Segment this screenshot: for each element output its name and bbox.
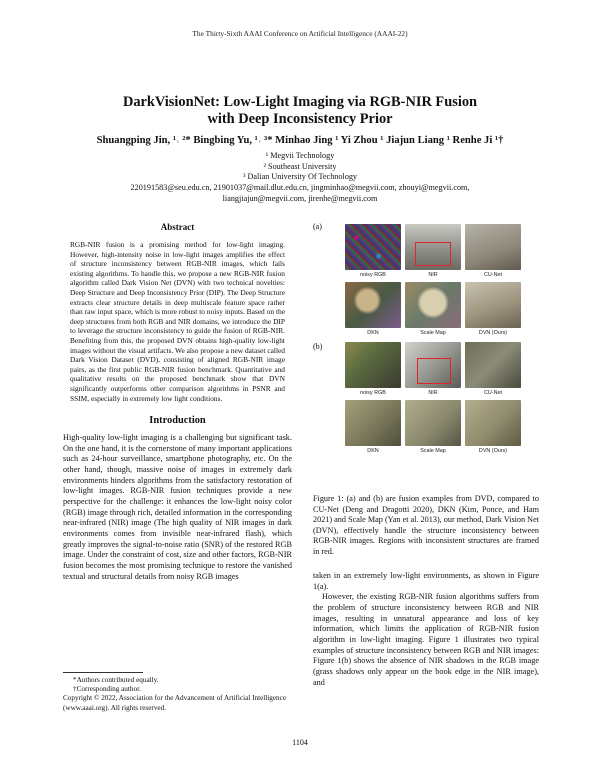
image-a-cunet (465, 224, 521, 270)
image-b-noisy-rgb (345, 342, 401, 388)
figure-caption: Figure 1: (a) and (b) are fusion examples from DVD, compared to CU-Net (Deng and Dragotti 2020), DKN (Kim, Ponce, and Ham 2021) and Scale Map (Yan et al. 2013), our method, Dark Vision Net (DVN), effectively handle the structure inconsistency between RGB-NIR images. Regions with inconsistent structures are framed in red. (313, 494, 539, 556)
caption-b-dkn: DKN (367, 448, 379, 454)
caption-b-dvn: DVN (Ours) (478, 448, 508, 454)
right-column (313, 222, 539, 688)
affiliation-3: ³ Dalian University Of Technology (242, 172, 358, 182)
inconsistency-box (417, 358, 451, 384)
right-column-text (313, 571, 539, 688)
caption-b-scale-map: Scale Map (420, 448, 446, 454)
caption-b-cunet: CU-Net (484, 390, 502, 396)
copyright-notice: Copyright © 2022, Association for the Advancement of Artificial Intelligence (www.aaai.org). All rights reserved. (63, 694, 287, 712)
affiliations (30, 151, 570, 183)
title-line-1: DarkVisionNet: Low-Light Imaging via RGB-NIR Fusion (122, 94, 478, 110)
title-line-2: with Deep Inconsistency Prior (207, 111, 393, 127)
author-list: Shuangping Jin, ¹˒ ²* Bingbing Yu, ¹˒ ³* Minhao Jing ¹ Yi Zhou ¹ Jiajun Liang ¹ Renhe Ji ¹† (96, 135, 504, 146)
caption-a-dvn: DVN (Ours) (478, 330, 508, 336)
email-line-1: 220191583@seu.edu.cn, 21901037@mail.dlut.edu.cn, jingminhao@megvii.com, zhouyi@megvii.com, (130, 183, 470, 192)
caption-a-noisy-rgb: noisy RGB (360, 272, 386, 278)
caption-a-scale-map: Scale Map (420, 330, 446, 336)
affiliation-2: ² Southeast University (263, 161, 337, 171)
email-line-2: liangjiajun@megvii.com, jirenhe@megvii.com (222, 193, 378, 203)
abstract-text: RGB-NIR fusion is a promising method for low-light imaging. However, high-intensity noise in low-light images amplifies the effect of structure inconsistency between RGB-NIR images, which fails existing algorithms. To handle this, we propose a new RGB-NIR fusion algorithm called Dark Vision Net (DVN) with two technical novelties: Deep Structure and Deep Inconsistency Prior (DIP). The Deep Structure extracts clear structure details in deep multiscale feature space rather than raw input space, which is more robust to noisy inputs. Based on the deep structures from both RGB and NIR domains, we introduce the DIP to leverage the structure inconsistency to guide the fusion of RGB-NIR. Benefiting from this, the proposed DVN obtains high-quality low-light images without the visual artifacts. We also propose a new dataset called Dark Vision Dataset (DVD), consisting of aligned RGB-NIR image pairs, as the first public RGB-NIR fusion benchmark. Quantitative and qualitative results on the proposed benchmark show that DVN significantly outperforms other comparison algorithms in PSNR and SSIM, especially in extremely low light conditions. (70, 240, 285, 403)
image-a-scale-map (405, 282, 461, 328)
footnote-rule (63, 672, 143, 673)
panel-b-label: (b) (313, 342, 323, 351)
abstract-heading: Abstract (160, 222, 195, 232)
conference-header: The Thirty-Sixth AAAI Conference on Artificial Intelligence (AAAI-22) (192, 29, 408, 38)
caption-a-cunet: CU-Net (484, 272, 502, 278)
figure-1 (313, 222, 539, 492)
image-a-dkn (345, 282, 401, 328)
left-column (63, 222, 292, 582)
right-paragraph-2: However, the existing RGB-NIR fusion algorithms suffers from the problem of structure inconsistency between RGB and NIR images, resulting in unnatural appearance and loss of key information, which limits the application of RGB-NIR fusion algorithm in low-light imaging. Figure 1 illustrates two typical examples of structure inconsistency between RGB and NIR images: Figure 1(b) shows the absence of NIR shadows in the RGB image (grass shadows only appear on the book edge in the NIR image), and (313, 592, 539, 687)
right-paragraph-1: taken in an extremely low-light environments, as shown in Figure 1(a). (313, 571, 539, 591)
email-list (40, 183, 560, 204)
footnote-corresponding: †Corresponding author. (73, 685, 141, 694)
footnote-equal-contribution: *Authors contributed equally. (73, 676, 159, 684)
image-b-scale-map (405, 400, 461, 446)
introduction-paragraph: High-quality low-light imaging is a challenging but significant task. On the one hand, it is the cornerstone of many important applications such as 24-hour surveillance, smartphone photography, etc. On the other hand, though, massive noise of images in extremely dark environments hinders algorithms from the satisfactory restoration of low-light images. RGB-NIR fusion techniques provide a new perspective for the challenge: it enhances the low-light noisy color (RGB) image through rich, detailed information in the corresponding near-infrared (NIR) image (The high quality of NIR images in dark environments comes from invisible near-infrared flash), which greatly improves the signal-to-noise ratio (SNR) of the restored RGB image. Under the constraint of cost, size and other factors, RGB-NIR fusion becomes the most promising technique to restore the vanished textual and structural details from noisy RGB images (63, 433, 292, 581)
image-b-nir (405, 342, 461, 388)
image-b-cunet (465, 342, 521, 388)
introduction-heading: Introduction (149, 415, 206, 427)
image-a-noisy-rgb (345, 224, 401, 270)
introduction-text (63, 433, 292, 582)
caption-b-nir: NIR (428, 390, 438, 396)
caption-b-noisy-rgb: noisy RGB (360, 390, 386, 396)
paper-title (40, 94, 560, 128)
page-number: 1104 (292, 738, 308, 747)
affiliation-1: ¹ Megvii Technology (265, 151, 335, 160)
image-b-dkn (345, 400, 401, 446)
image-b-dvn (465, 400, 521, 446)
caption-a-nir: NIR (428, 272, 438, 278)
image-a-dvn (465, 282, 521, 328)
panel-a-label: (a) (313, 222, 322, 231)
footnotes (63, 672, 292, 713)
caption-a-dkn: DKN (367, 330, 379, 336)
inconsistency-box (415, 242, 451, 266)
image-a-nir (405, 224, 461, 270)
